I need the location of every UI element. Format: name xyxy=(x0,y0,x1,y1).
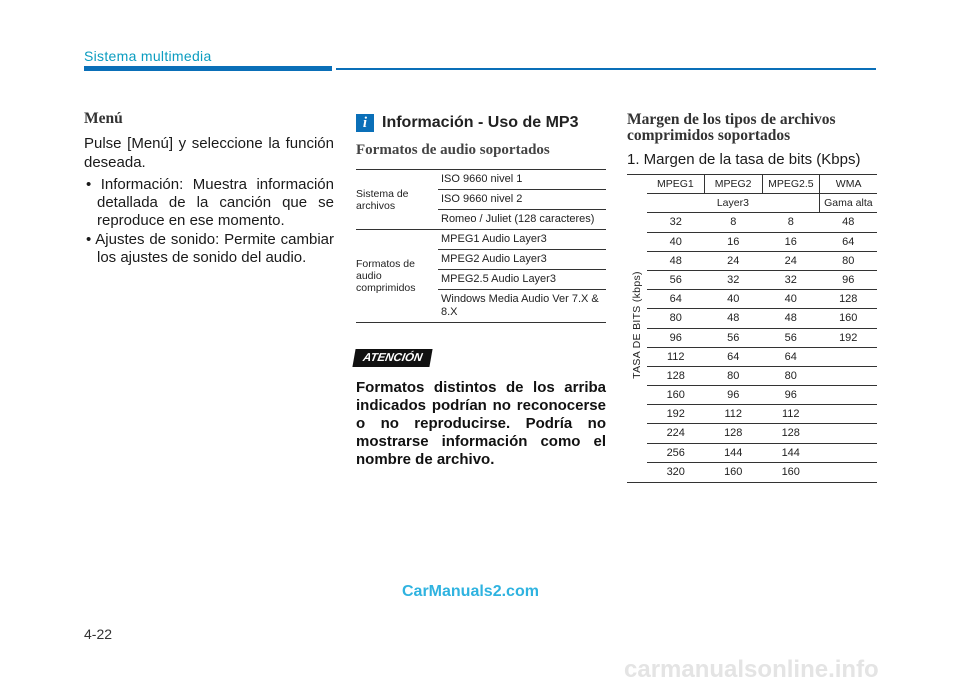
table-cell: 40 xyxy=(784,293,797,306)
column-header: WMA xyxy=(819,175,877,193)
table-cell: 56 xyxy=(784,331,797,344)
table-cell: 40 xyxy=(669,235,682,248)
table-cell: 80 xyxy=(842,254,855,267)
formats-group-filesystem xyxy=(356,170,606,230)
bitrate-grid xyxy=(647,175,877,482)
table-cell: 64 xyxy=(842,235,855,248)
table-cell: 40 xyxy=(727,293,740,306)
table-cell: 32 xyxy=(784,273,797,286)
table-cell: 96 xyxy=(727,389,740,402)
info-section xyxy=(356,114,606,469)
table-row xyxy=(647,348,877,367)
table-cell: 160 xyxy=(666,389,685,402)
table-row xyxy=(647,290,877,309)
table-cell: 96 xyxy=(669,331,682,344)
table-cell: 160 xyxy=(724,465,743,478)
format-item: MPEG1 Audio Layer3 xyxy=(438,230,606,250)
format-item: MPEG2.5 Audio Layer3 xyxy=(438,270,606,290)
menu-bullets xyxy=(84,176,334,267)
table-row xyxy=(647,213,877,232)
formats-table xyxy=(356,169,606,323)
wma-range-header: Gama alta xyxy=(819,194,877,212)
table-cell: 128 xyxy=(724,427,743,440)
table-cell: 64 xyxy=(669,293,682,306)
table-row xyxy=(647,271,877,290)
table-cell: 24 xyxy=(727,254,740,267)
formats-group-label: Formatos de audio comprimidos xyxy=(356,258,416,294)
header-rule-thin xyxy=(336,68,876,70)
formats-group-compressed xyxy=(356,230,606,322)
table-cell: 320 xyxy=(666,465,685,478)
bullet-sound: • Ajustes de sonido: Permite cambiar los ajustes de sonido del audio. xyxy=(86,231,334,266)
menu-heading: Menú xyxy=(84,110,123,127)
table-cell: 128 xyxy=(666,369,685,382)
attention-badge: ATENCIÓN xyxy=(352,349,432,367)
attention-text: Formatos distintos de los arriba indicados podrían no reconocerse o no reproducirse. Podría no mostrarse información como el nombre de archivo. xyxy=(356,379,606,468)
format-item: Windows Media Audio Ver 7.X & 8.X xyxy=(441,293,599,318)
table-cell: 112 xyxy=(724,408,743,421)
table-cell: 24 xyxy=(784,254,797,267)
info-header xyxy=(356,114,606,132)
table-cell: 56 xyxy=(669,273,682,286)
format-item: Romeo / Juliet (128 caracteres) xyxy=(441,213,595,225)
table-cell xyxy=(820,367,878,385)
table-cell: 16 xyxy=(784,235,797,248)
bitrate-heading-line2: comprimidos soportados xyxy=(627,127,791,144)
info-title: Información - Uso de MP3 xyxy=(382,114,579,131)
table-cell: 256 xyxy=(666,446,685,459)
table-cell: 128 xyxy=(839,293,858,306)
table-cell: 8 xyxy=(730,216,737,229)
table-cell xyxy=(820,405,878,423)
table-row xyxy=(647,424,877,443)
table-cell: 112 xyxy=(666,350,685,363)
table-cell: 96 xyxy=(842,273,855,286)
section-title: Sistema multimedia xyxy=(84,48,212,64)
info-icon: i xyxy=(356,114,374,132)
table-cell: 112 xyxy=(781,408,800,421)
table-cell: 8 xyxy=(787,216,794,229)
page-number: 4-22 xyxy=(84,626,113,642)
table-cell: 144 xyxy=(724,446,743,459)
table-cell: 64 xyxy=(784,350,797,363)
table-cell: 56 xyxy=(727,331,740,344)
table-cell: 160 xyxy=(839,312,858,325)
bitrate-section xyxy=(627,112,877,168)
table-cell: 224 xyxy=(666,427,685,440)
bitrate-heading-line1: Margen de los tipos de archivos xyxy=(627,111,836,128)
table-cell: 80 xyxy=(669,312,682,325)
table-row xyxy=(647,233,877,252)
table-row xyxy=(647,309,877,328)
table-row xyxy=(647,252,877,271)
bitrate-axis xyxy=(627,175,647,482)
table-cell: 160 xyxy=(781,465,800,478)
table-cell xyxy=(820,424,878,442)
table-cell: 48 xyxy=(842,216,855,229)
table-cell: 96 xyxy=(784,389,797,402)
table-cell: 80 xyxy=(727,369,740,382)
format-item: MPEG2 Audio Layer3 xyxy=(438,250,606,270)
table-cell xyxy=(820,444,878,462)
table-cell: 48 xyxy=(669,254,682,267)
table-row xyxy=(647,386,877,405)
table-cell: 64 xyxy=(727,350,740,363)
layer3-header: Layer3 xyxy=(716,197,749,210)
table-cell: 48 xyxy=(727,312,740,325)
table-cell: 128 xyxy=(781,427,800,440)
format-item: ISO 9660 nivel 2 xyxy=(438,190,606,210)
bitrate-axis-label: TASA DE BITS (kbps) xyxy=(631,271,643,379)
header-rule-thick xyxy=(84,66,332,71)
table-cell: 32 xyxy=(727,273,740,286)
column-header: MPEG2 xyxy=(704,175,762,193)
formats-heading: Formatos de audio soportados xyxy=(356,142,550,158)
column-header: MPEG1 xyxy=(656,178,694,190)
table-cell xyxy=(820,463,878,482)
format-item: ISO 9660 nivel 1 xyxy=(438,170,606,190)
table-cell: 192 xyxy=(666,408,685,421)
formats-group-label: Sistema de archivos xyxy=(356,187,409,212)
bitrate-table xyxy=(627,174,877,483)
table-row xyxy=(647,367,877,386)
table-row xyxy=(647,444,877,463)
bitrate-lead: 1. Margen de la tasa de bits (Kbps) xyxy=(627,151,861,168)
table-cell: 16 xyxy=(727,235,740,248)
table-cell xyxy=(820,386,878,404)
table-cell: 80 xyxy=(784,369,797,382)
table-row xyxy=(647,463,877,482)
table-cell: 144 xyxy=(781,446,800,459)
table-cell: 32 xyxy=(669,216,682,229)
menu-section xyxy=(84,110,334,268)
table-cell: 192 xyxy=(839,331,858,344)
bullet-info: • Información: Muestra información detallada de la canción que se reproduce en ese momento. xyxy=(86,176,334,229)
watermark-logo: CarManuals2.com xyxy=(402,583,539,600)
menu-intro: Pulse [Menú] y seleccione la función deseada. xyxy=(84,135,334,171)
bitrate-header-row xyxy=(647,175,877,194)
footer-watermark: carmanualsonline.info xyxy=(624,656,879,683)
table-cell: 48 xyxy=(784,312,797,325)
table-row xyxy=(647,329,877,348)
table-row xyxy=(647,405,877,424)
column-header: MPEG2.5 xyxy=(762,175,820,193)
bitrate-subheader-row xyxy=(647,194,877,213)
table-cell xyxy=(820,348,878,366)
